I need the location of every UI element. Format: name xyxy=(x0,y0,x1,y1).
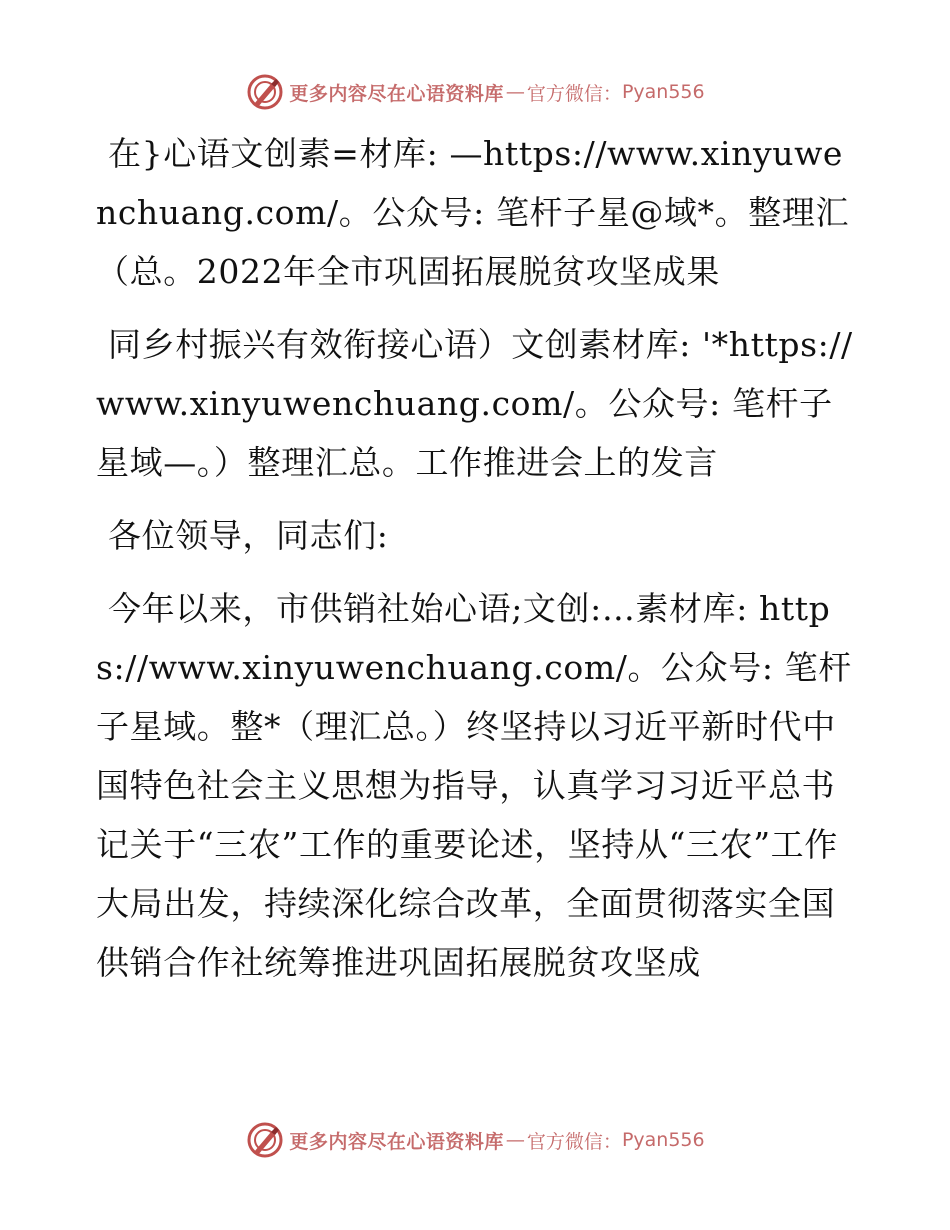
header-watermark-banner xyxy=(0,70,950,114)
banner-separator: — xyxy=(505,1129,525,1151)
banner-text: 更多内容尽在心语资料库 xyxy=(289,1130,504,1153)
paragraph-2: 同乡村振兴有效衔接心语）文创素材库: '*https://www.xinyuwenchuang.com/。公众号: 笔杆子星域—。）整理汇总。工作推进会上的发言 xyxy=(96,325,853,482)
paragraph-4: 今年以来，市供销社始心语;文创:…素材库: https://www.xinyuwenchuang.com/。公众号: 笔杆子星域。整*（理汇总。）终坚持以习近平新时代中国特色社会主义思想为指导，认真学习习近平总书记关于“三农”工作的重要论述，坚持从“三农”工作大局出发，持续深化综合改革，全面贯彻落实全国供销合作社统筹推进巩固拓展脱贫攻坚成 xyxy=(96,589,852,982)
banner-official-label: 官方微信： xyxy=(526,82,622,105)
banner-text: 更多内容尽在心语资料库 xyxy=(289,82,504,105)
banner-separator: — xyxy=(505,81,525,103)
document-body xyxy=(96,124,856,1006)
banner-wechat-id: Pyan556 xyxy=(621,81,705,103)
banner-wechat-id: Pyan556 xyxy=(621,1129,705,1151)
paragraph-1: 在}心语文创素=材库: —https://www.xinyuwenchuang.com/。公众号: 笔杆子星@域*。整理汇（总。2022年全市巩固拓展脱贫攻坚成果 xyxy=(96,134,850,291)
pen-logo-icon xyxy=(245,1120,285,1160)
footer-watermark-banner xyxy=(0,1118,950,1162)
pen-logo-icon xyxy=(245,72,285,112)
banner-official-label: 官方微信： xyxy=(526,1130,622,1153)
paragraph-3: 各位领导，同志们: xyxy=(108,516,389,555)
